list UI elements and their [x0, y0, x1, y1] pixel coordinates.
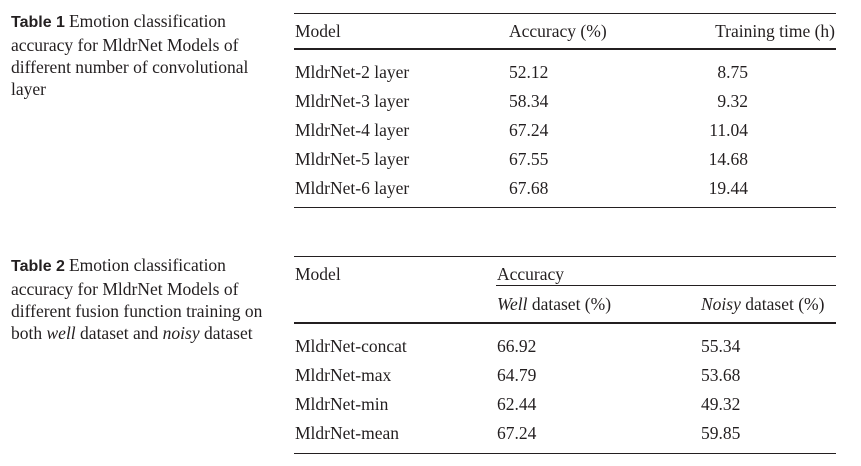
table1-cell-model: MldrNet-3 layer	[295, 91, 410, 111]
table1-cell-time: 9.32	[717, 91, 748, 111]
table2-subheader-noisy-text: dataset (%)	[740, 294, 825, 314]
table1-cell-accuracy: 67.55	[509, 149, 549, 169]
table1-cell-model: MldrNet-5 layer	[295, 149, 410, 169]
table2-subheader-well-italic: Well	[497, 294, 528, 314]
table2-subheader-noisy	[701, 293, 824, 315]
table2-header-accuracy: Accuracy	[497, 264, 565, 284]
table2-cell-model: MldrNet-concat	[295, 336, 407, 356]
table2-cell-noisy: 59.85	[701, 423, 741, 443]
table1-cell-accuracy: 67.24	[509, 120, 549, 140]
table1-label: Table 1	[11, 14, 65, 31]
table2-subheader-well	[497, 293, 611, 315]
table2-cell-noisy: 53.68	[701, 365, 741, 385]
table1-header-model: Model	[295, 21, 341, 41]
table2-cell-noisy: 55.34	[701, 336, 741, 356]
table1-cell-time: 8.75	[717, 62, 748, 82]
table2-cell-model: MldrNet-max	[295, 365, 392, 385]
table2-caption	[11, 254, 273, 344]
table1-header-rule	[294, 48, 836, 50]
table2-caption-part: dataset and	[75, 323, 163, 343]
table1-top-rule	[294, 13, 836, 14]
table1-cell-time: 14.68	[708, 149, 748, 169]
table2-caption-part-italic: well	[46, 323, 76, 343]
table2-bottom-rule	[294, 453, 836, 454]
table2-subheader-well-text: dataset (%)	[527, 294, 612, 314]
table2-caption-part: dataset	[199, 323, 253, 343]
table2-cell-model: MldrNet-min	[295, 394, 389, 414]
table2-caption-part-italic: noisy	[162, 323, 200, 343]
table1-cell-accuracy: 52.12	[509, 62, 549, 82]
table2-cell-noisy: 49.32	[701, 394, 741, 414]
table1-header-training-time: Training time (h)	[715, 21, 835, 41]
table1-cell-model: MldrNet-2 layer	[295, 62, 410, 82]
table1-cell-accuracy: 58.34	[509, 91, 549, 111]
table1-header-accuracy: Accuracy (%)	[509, 21, 607, 41]
table2-cell-model: MldrNet-mean	[295, 423, 399, 443]
table2-subheader-noisy-italic: Noisy	[701, 294, 741, 314]
table2-top-rule	[294, 256, 836, 257]
table1-cell-accuracy: 67.68	[509, 178, 549, 198]
table1-cell-model: MldrNet-4 layer	[295, 120, 410, 140]
table1-cell-time: 19.44	[708, 178, 748, 198]
table1-caption-text: Emotion classification accuracy for MldrNet Models of different number of convolutional layer	[11, 11, 249, 99]
table2-group-rule	[496, 285, 836, 286]
table1-bottom-rule	[294, 207, 836, 208]
table1-caption	[11, 10, 273, 100]
table2-cell-well: 67.24	[497, 423, 537, 443]
table2-cell-well: 62.44	[497, 394, 537, 414]
table1-cell-time: 11.04	[709, 120, 748, 140]
table1-cell-model: MldrNet-6 layer	[295, 178, 410, 198]
table2-label: Table 2	[11, 258, 65, 275]
table2-caption-part: Emotion classification accuracy for MldrNet Models of different fusion function training on both	[11, 255, 263, 343]
table2-header-model: Model	[295, 264, 341, 284]
table2-cell-well: 64.79	[497, 365, 537, 385]
table2-header-rule	[294, 322, 836, 324]
table2-cell-well: 66.92	[497, 336, 537, 356]
